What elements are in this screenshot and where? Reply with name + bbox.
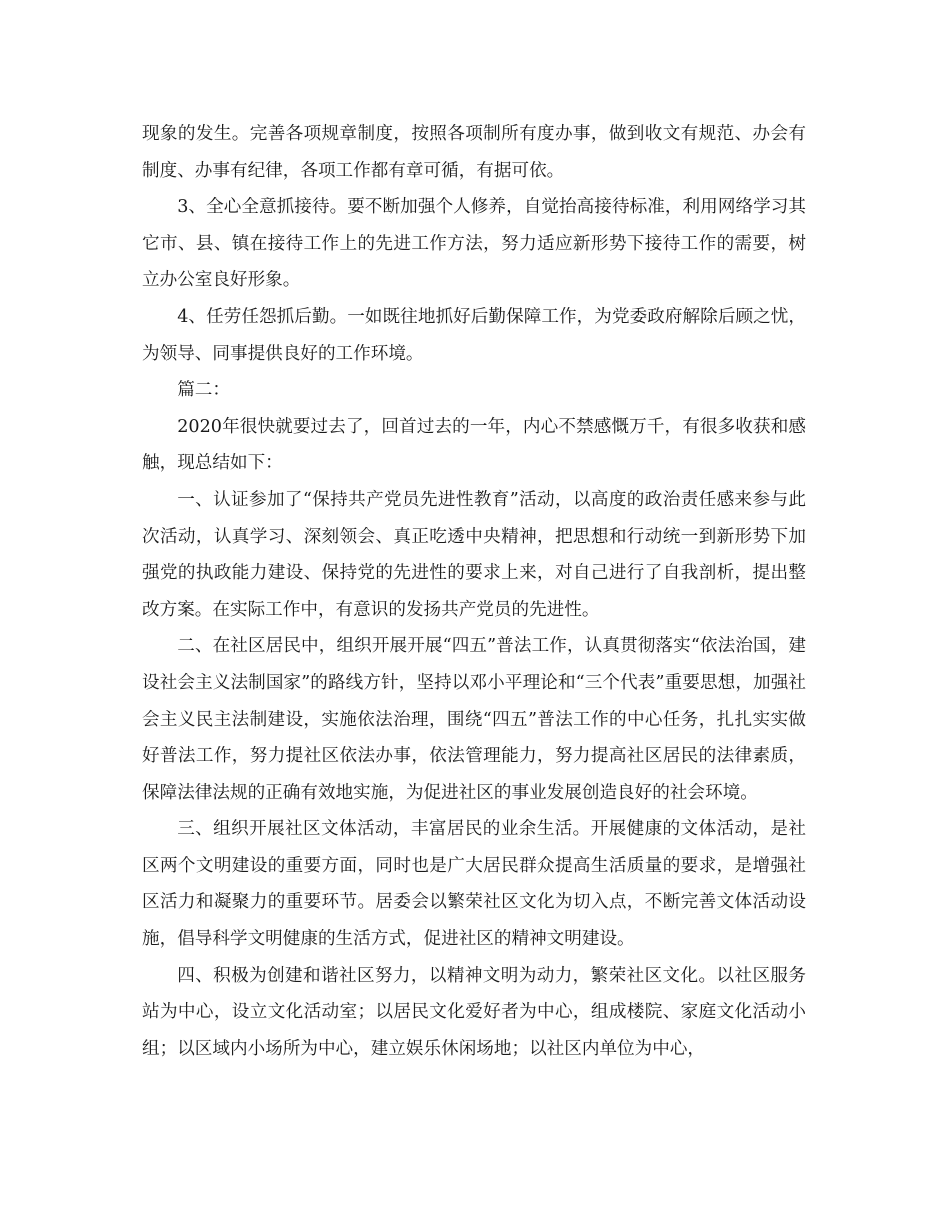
document-body (142, 116, 806, 1067)
paragraph-1: 现象的发生。完善各项规章制度，按照各项制所有度办事，做到收文有规范、办会有制度、办事有纪律，各项工作都有章可循，有据可依。 (142, 124, 806, 181)
paragraph-7: 二、在社区居民中，组织开展开展“四五”普法工作，认真贯彻落实“依法治国，建设社会主义法制国家”的路线方针，坚持以邓小平理论和“三个代表”重要思想，加强社会主义民主法制建设，实施依法治理，围绕“四五”普法工作的中心任务，扎扎实实做好普法工作，努力提社区依法办事，依法管理能力，努力提高社区居民的法律素质，保障法律法规的正确有效地实施，为促进社区的事业发展创造良好的社会环境。 (142, 636, 806, 803)
paragraph-8: 三、组织开展社区文体活动，丰富居民的业余生活。开展健康的文体活动，是社区两个文明建设的重要方面，同时也是广大居民群众提高生活质量的要求，是增强社区活力和凝聚力的重要环节。居委会以繁荣社区文化为切入点，不断完善文体活动设施，倡导科学文明健康的生活方式，促进社区的精神文明建设。 (142, 819, 806, 950)
paragraph-3: 4、任劳任怨抓后勤。一如既往地抓好后勤保障工作，为党委政府解除后顾之忧，为领导、同事提供良好的工作环境。 (142, 306, 806, 364)
paragraph-2: 3、全心全意抓接待。要不断加强个人修养，自觉抬高接待标准，利用网络学习其它市、县、镇在接待工作上的先进工作方法，努力适应新形势下接待工作的需要，树立办公室良好形象。 (142, 197, 806, 291)
paragraph-9: 四、积极为创建和谐社区努力，以精神文明为动力，繁荣社区文化。以社区服务站为中心，设立文化活动室；以居民文化爱好者为中心，组成楼院、家庭文化活动小组；以区域内小场所为中心，建立娱乐休闲场地；以社区内单位为中心， (142, 965, 806, 1059)
section-heading: 篇二： (177, 380, 230, 401)
paragraph-5: 2020年很快就要过去了，回首过去的一年，内心不禁感慨万千，有很多收获和感触，现总结如下： (142, 416, 806, 474)
paragraph-6: 一、认证参加了“保持共产党员先进性教育”活动，以高度的政治责任感来参与此次活动，认真学习、深刻领会、真正吃透中央精神，把思想和行动统一到新形势下加强党的执政能力建设、保持党的先进性的要求上来，对自己进行了自我剖析，提出整改方案。在实际工作中，有意识的发扬共产党员的先进性。 (142, 489, 806, 620)
